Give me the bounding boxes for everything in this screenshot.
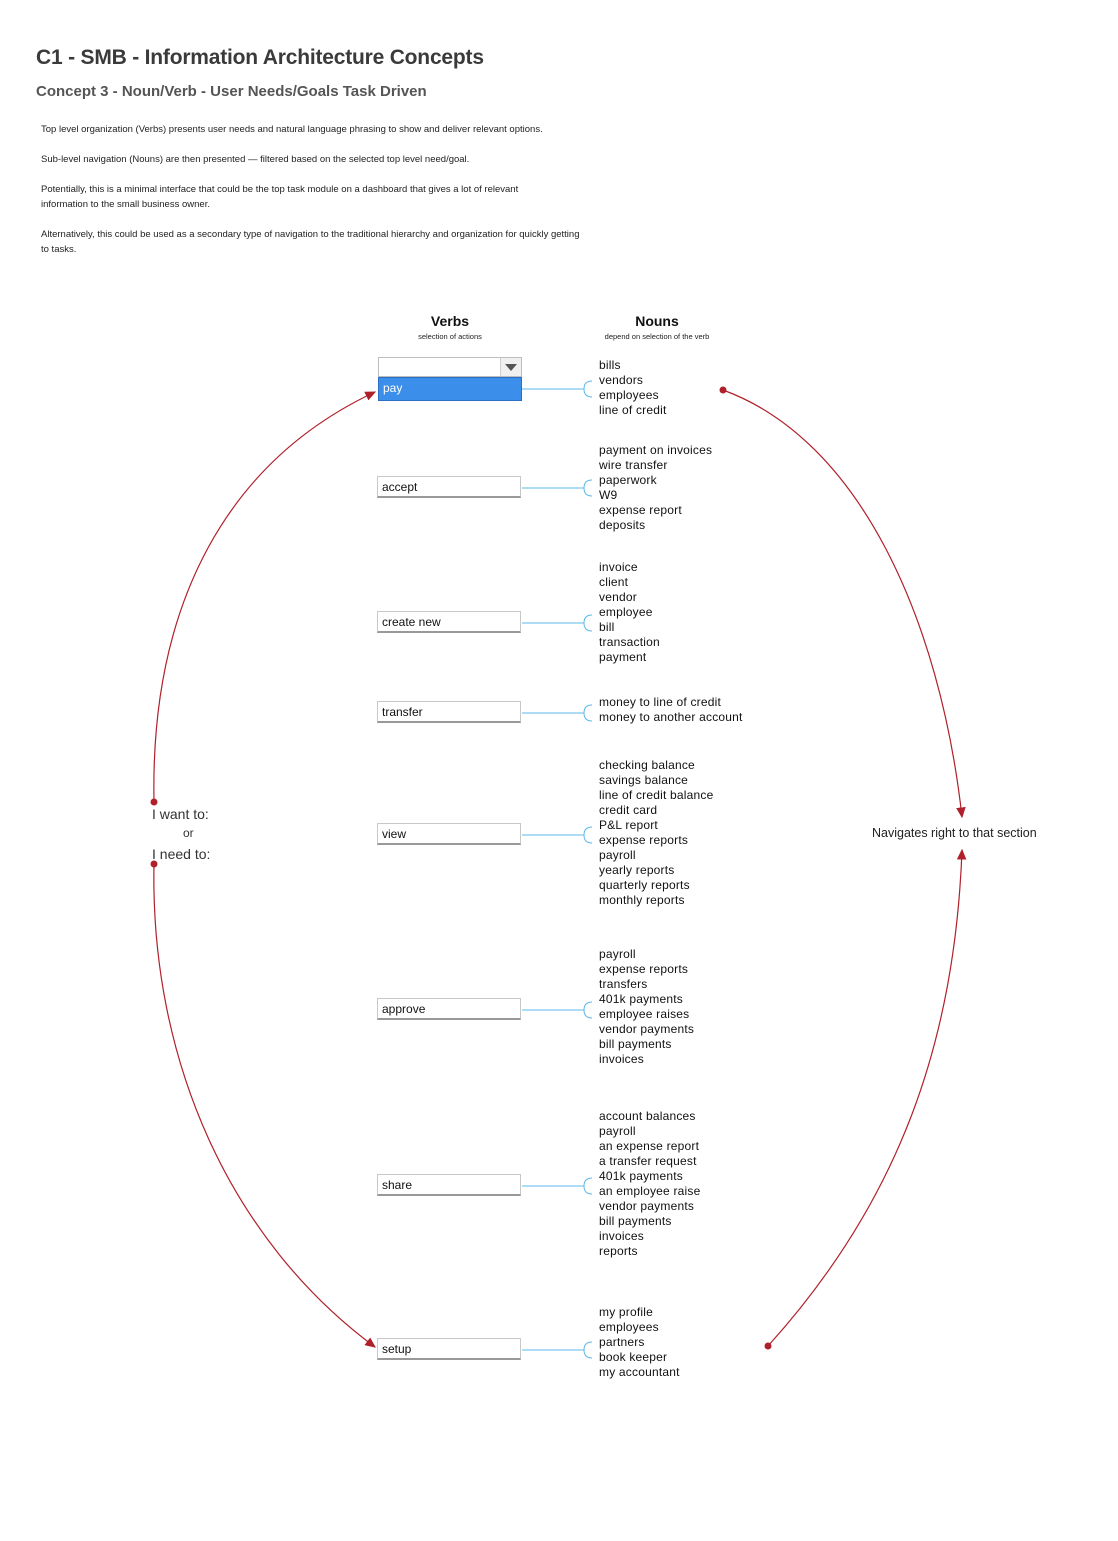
connector-transfer <box>522 705 592 721</box>
chevron-down-icon[interactable] <box>500 358 521 376</box>
noun-item[interactable]: payroll <box>599 1124 636 1138</box>
noun-item[interactable]: checking balance <box>599 758 695 772</box>
noun-item[interactable]: vendor payments <box>599 1199 695 1213</box>
right-lower-arrow <box>768 850 962 1346</box>
right-lower-dot <box>765 1343 772 1350</box>
noun-item[interactable]: a transfer request <box>599 1154 697 1168</box>
nouns-heading: Nouns <box>635 313 679 329</box>
noun-item[interactable]: bill payments <box>599 1214 672 1228</box>
noun-list-transfer <box>599 695 743 725</box>
connector-approve <box>522 1002 592 1018</box>
intro-paragraph-2: Sub-level navigation (Nouns) are then presented — filtered based on the selected top level need/goal. <box>41 154 470 165</box>
noun-item[interactable]: invoices <box>599 1052 644 1066</box>
noun-list-accept <box>599 443 712 533</box>
noun-item[interactable]: employees <box>599 388 659 402</box>
noun-item[interactable]: yearly reports <box>599 863 675 877</box>
noun-item[interactable]: transfers <box>599 977 648 991</box>
noun-list-setup <box>599 1305 680 1380</box>
noun-item[interactable]: an expense report <box>599 1139 700 1153</box>
noun-list-view <box>599 758 713 908</box>
noun-item[interactable]: reports <box>599 1244 638 1258</box>
verb-button-transfer[interactable]: transfer <box>377 701 521 723</box>
verb-button-share[interactable]: share <box>377 1174 521 1196</box>
noun-item[interactable]: expense reports <box>599 833 689 847</box>
connector-pay <box>522 381 592 397</box>
noun-item[interactable]: my accountant <box>599 1365 680 1379</box>
verb-option-pay[interactable]: pay <box>378 377 522 401</box>
noun-item[interactable]: line of credit <box>599 403 667 417</box>
want-label: I want to: <box>152 806 209 822</box>
verb-dropdown[interactable] <box>378 357 522 377</box>
noun-list-pay <box>599 358 667 418</box>
noun-item[interactable]: line of credit balance <box>599 788 714 802</box>
noun-item[interactable]: 401k payments <box>599 1169 683 1183</box>
noun-item[interactable]: vendors <box>599 373 644 387</box>
connector-setup <box>522 1342 592 1358</box>
noun-item[interactable]: money to line of credit <box>599 695 721 709</box>
noun-list-create-new <box>599 560 660 665</box>
noun-item[interactable]: P&L report <box>599 818 658 832</box>
intro-paragraph-1: Top level organization (Verbs) presents user needs and natural language phrasing to show and deliver relevant options. <box>41 124 543 135</box>
left-lower-arrow <box>154 864 375 1347</box>
noun-item[interactable]: employees <box>599 1320 659 1334</box>
verb-button-create-new[interactable]: create new <box>377 611 521 633</box>
noun-item[interactable]: account balances <box>599 1109 696 1123</box>
verbs-heading: Verbs <box>430 313 470 329</box>
verbs-subheading: selection of actions <box>418 332 482 341</box>
right-upper-dot <box>720 387 727 394</box>
need-label: I need to: <box>152 846 211 862</box>
noun-list-share <box>599 1109 700 1259</box>
noun-item[interactable]: expense reports <box>599 962 689 976</box>
noun-item[interactable]: client <box>599 575 629 589</box>
verb-button-approve[interactable]: approve <box>377 998 521 1020</box>
noun-item[interactable]: payroll <box>599 947 636 961</box>
page-subtitle: Concept 3 - Noun/Verb - User Needs/Goals Task Driven <box>36 83 427 100</box>
left-upper-arrow <box>154 392 375 802</box>
nouns-subheading: depend on selection of the verb <box>604 332 710 341</box>
noun-item[interactable]: savings balance <box>599 773 689 787</box>
connector-share <box>522 1178 592 1194</box>
verb-button-setup[interactable]: setup <box>377 1338 521 1360</box>
noun-item[interactable]: bill payments <box>599 1037 672 1051</box>
connector-accept <box>522 480 592 496</box>
noun-item[interactable]: invoice <box>599 560 638 574</box>
noun-item[interactable]: vendor payments <box>599 1022 695 1036</box>
noun-item[interactable]: invoices <box>599 1229 644 1243</box>
noun-item[interactable]: payment on invoices <box>599 443 713 457</box>
noun-item[interactable]: payroll <box>599 848 636 862</box>
noun-item[interactable]: bill <box>599 620 615 634</box>
noun-item[interactable]: deposits <box>599 518 646 532</box>
noun-item[interactable]: credit card <box>599 803 658 817</box>
intro-paragraph-3: Potentially, this is a minimal interface that could be the top task module on a dashboard that gives a lot of relevant information to the small business owner. <box>41 184 519 210</box>
noun-item[interactable]: money to another account <box>599 710 743 724</box>
connector-view <box>522 827 592 843</box>
navigates-note: Navigates right to that section <box>872 826 1037 840</box>
noun-item[interactable]: wire transfer <box>599 458 668 472</box>
or-label: or <box>183 826 194 840</box>
noun-item[interactable]: book keeper <box>599 1350 668 1364</box>
noun-item[interactable]: employee raises <box>599 1007 690 1021</box>
noun-list-approve <box>599 947 694 1067</box>
noun-item[interactable]: monthly reports <box>599 893 685 907</box>
noun-item[interactable]: bills <box>599 358 621 372</box>
left-upper-dot <box>151 799 158 806</box>
noun-item[interactable]: W9 <box>599 488 618 502</box>
verb-button-view[interactable]: view <box>377 823 521 845</box>
connector-create-new <box>522 615 592 631</box>
noun-item[interactable]: employee <box>599 605 653 619</box>
noun-item[interactable]: my profile <box>599 1305 654 1319</box>
noun-item[interactable]: transaction <box>599 635 660 649</box>
verb-button-accept[interactable]: accept <box>377 476 521 498</box>
noun-item[interactable]: 401k payments <box>599 992 683 1006</box>
noun-item[interactable]: an employee raise <box>599 1184 701 1198</box>
noun-item[interactable]: paperwork <box>599 473 657 487</box>
noun-item[interactable]: quarterly reports <box>599 878 690 892</box>
right-upper-arrow <box>723 390 962 817</box>
page-title: C1 - SMB - Information Architecture Concepts <box>36 46 484 69</box>
noun-item[interactable]: vendor <box>599 590 637 604</box>
noun-item[interactable]: payment <box>599 650 647 664</box>
intro-paragraph-4: Alternatively, this could be used as a secondary type of navigation to the traditional hierarchy and organization for quickly getting to tasks. <box>41 229 580 255</box>
noun-item[interactable]: expense report <box>599 503 682 517</box>
noun-item[interactable]: partners <box>599 1335 645 1349</box>
